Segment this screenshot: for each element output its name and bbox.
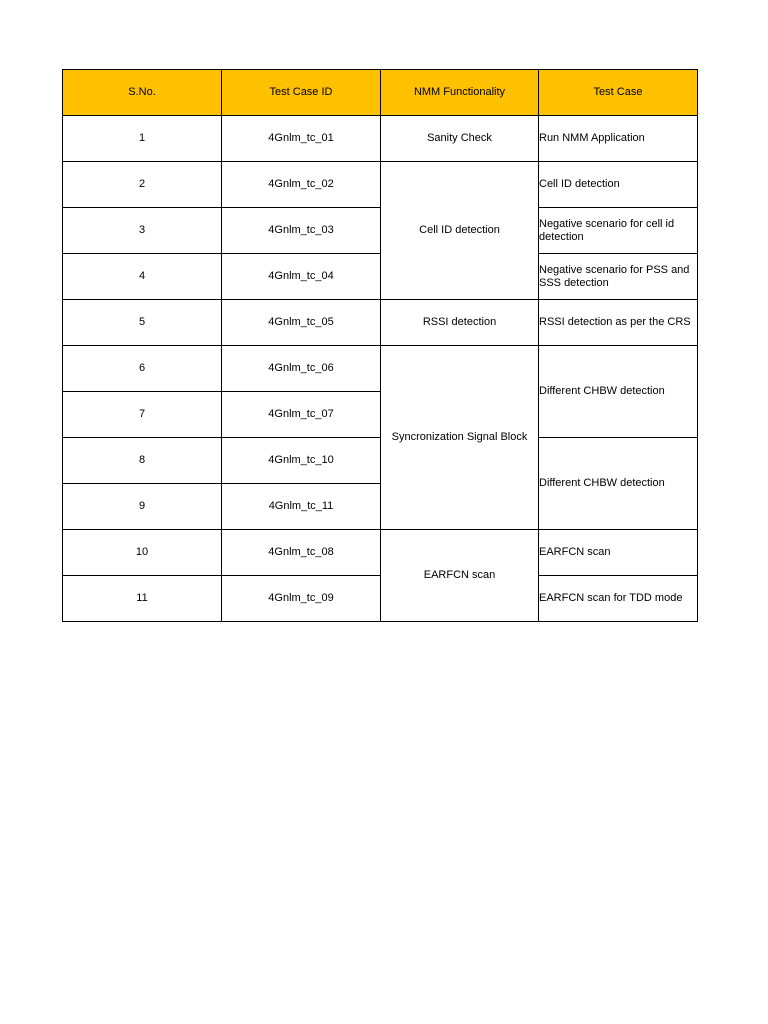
table-row — [63, 116, 698, 162]
table-row — [63, 208, 698, 254]
test-case-id-cell: 4Gnlm_tc_03 — [222, 208, 381, 254]
header-test-case-id: Test Case ID — [222, 70, 381, 116]
table-row — [63, 346, 698, 392]
table-row — [63, 576, 698, 622]
table-row — [63, 162, 698, 208]
test-case-cell: Different CHBW detection — [539, 346, 698, 438]
test-case-cell: EARFCN scan for TDD mode — [539, 576, 698, 622]
test-case-id-cell: 4Gnlm_tc_07 — [222, 392, 381, 438]
header-test-case: Test Case — [539, 70, 698, 116]
functionality-cell: EARFCN scan — [381, 530, 539, 622]
sno-cell: 1 — [63, 116, 222, 162]
functionality-cell: Sanity Check — [381, 116, 539, 162]
functionality-cell: Syncronization Signal Block — [381, 346, 539, 530]
test-case-cell: Run NMM Application — [539, 116, 698, 162]
test-case-cell: Cell ID detection — [539, 162, 698, 208]
test-case-cell: Negative scenario for PSS and SSS detection — [539, 254, 698, 300]
table-body — [63, 116, 698, 622]
test-case-id-cell: 4Gnlm_tc_01 — [222, 116, 381, 162]
header-row — [63, 70, 698, 116]
test-case-cell: Negative scenario for cell id detection — [539, 208, 698, 254]
table-row — [63, 530, 698, 576]
table-row — [63, 438, 698, 484]
sno-cell: 5 — [63, 300, 222, 346]
test-case-id-cell: 4Gnlm_tc_04 — [222, 254, 381, 300]
test-case-id-cell: 4Gnlm_tc_09 — [222, 576, 381, 622]
sno-cell: 2 — [63, 162, 222, 208]
test-case-id-cell: 4Gnlm_tc_05 — [222, 300, 381, 346]
table-row — [63, 300, 698, 346]
sno-cell: 10 — [63, 530, 222, 576]
test-case-cell: Different CHBW detection — [539, 438, 698, 530]
sno-cell: 9 — [63, 484, 222, 530]
sno-cell: 6 — [63, 346, 222, 392]
sno-cell: 4 — [63, 254, 222, 300]
test-case-id-cell: 4Gnlm_tc_06 — [222, 346, 381, 392]
test-case-id-cell: 4Gnlm_tc_08 — [222, 530, 381, 576]
test-case-table — [62, 69, 698, 622]
test-case-id-cell: 4Gnlm_tc_11 — [222, 484, 381, 530]
test-case-cell: EARFCN scan — [539, 530, 698, 576]
test-case-id-cell: 4Gnlm_tc_02 — [222, 162, 381, 208]
sno-cell: 7 — [63, 392, 222, 438]
functionality-cell: RSSI detection — [381, 300, 539, 346]
header-sno: S.No. — [63, 70, 222, 116]
table-row — [63, 254, 698, 300]
table-header — [63, 70, 698, 116]
sno-cell: 3 — [63, 208, 222, 254]
sno-cell: 11 — [63, 576, 222, 622]
test-case-id-cell: 4Gnlm_tc_10 — [222, 438, 381, 484]
test-case-cell: RSSI detection as per the CRS — [539, 300, 698, 346]
header-nmm-functionality: NMM Functionality — [381, 70, 539, 116]
test-case-sheet — [62, 69, 698, 622]
functionality-cell: Cell ID detection — [381, 162, 539, 300]
sno-cell: 8 — [63, 438, 222, 484]
